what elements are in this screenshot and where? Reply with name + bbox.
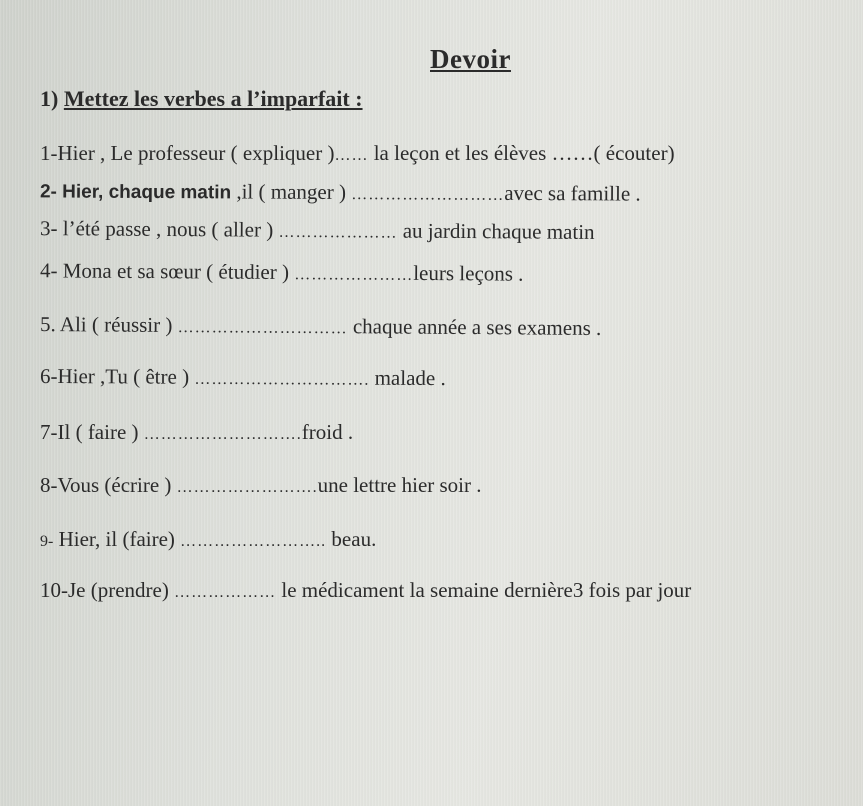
blank-dots: ………………………: [351, 186, 505, 204]
blank-dots: ………………………….: [194, 370, 370, 389]
line-prefix: 6-Hier ,Tu ( être ): [39, 363, 190, 389]
line-suffix: la leçon et les élèves ……( écouter): [373, 141, 675, 165]
blank-dots: …………………: [278, 223, 398, 242]
exercise-line-6: [40, 364, 446, 391]
line-suffix: beau.: [331, 527, 377, 551]
blank-dots: …………………: [294, 266, 414, 284]
line-prefix: 8-Vous (écrire ): [40, 473, 172, 497]
exercise-line-7: [40, 420, 353, 445]
blank-dots: ………………: [174, 584, 277, 601]
line-suffix: une lettre hier soir .: [317, 473, 482, 497]
exercise-line-1: [40, 141, 675, 166]
exercise-line-3: [40, 216, 595, 245]
line-number: 9-: [40, 533, 54, 550]
line-prefix: 4- Mona et sa sœur ( étudier ): [39, 258, 290, 285]
line-prefix: 10-Je (prendre): [40, 578, 169, 602]
blank-dots: ……………………….: [143, 426, 302, 443]
exercise-line-9: [40, 527, 376, 552]
line-prefix: 7-Il ( faire ): [40, 420, 139, 444]
blank-dots: ……: [334, 147, 369, 164]
blank-dots: …………………………: [177, 319, 348, 338]
exercise-instruction: [40, 86, 363, 112]
exercise-instruction-text: Mettez les verbes a l’imparfait :: [63, 86, 363, 111]
blank-dots: ……………………..: [180, 533, 327, 550]
exercise-line-5: [40, 312, 601, 341]
line-suffix: leurs leçons .: [413, 260, 524, 286]
line-prefix: ,il ( manger ): [231, 179, 347, 205]
line-prefix: 3- l’été passe , nous ( aller ): [39, 216, 274, 242]
line-suffix: froid .: [301, 420, 354, 444]
line-suffix: malade .: [374, 365, 446, 391]
line-prefix-bold: 2- Hier, chaque matin: [39, 181, 232, 204]
line-suffix: chaque année a ses examens .: [352, 314, 602, 340]
line-suffix: avec sa famille .: [504, 180, 641, 206]
line-suffix: le médicament la semaine dernière3 fois par jour: [281, 578, 692, 602]
exercise-line-8: [40, 473, 482, 498]
exercise-line-4: [40, 258, 524, 286]
blank-dots: …………………….: [176, 479, 318, 496]
exercise-line-2: [40, 178, 641, 206]
exercise-line-10: [40, 578, 691, 603]
line-suffix: au jardin chaque matin: [402, 218, 595, 244]
page-title: Devoir: [430, 44, 511, 74]
line-prefix: Hier, il (faire): [58, 527, 175, 551]
exercise-number: 1): [40, 86, 59, 111]
line-prefix: 5. Ali ( réussir ): [39, 312, 173, 337]
line-prefix: 1-Hier , Le professeur ( expliquer ): [40, 141, 335, 165]
